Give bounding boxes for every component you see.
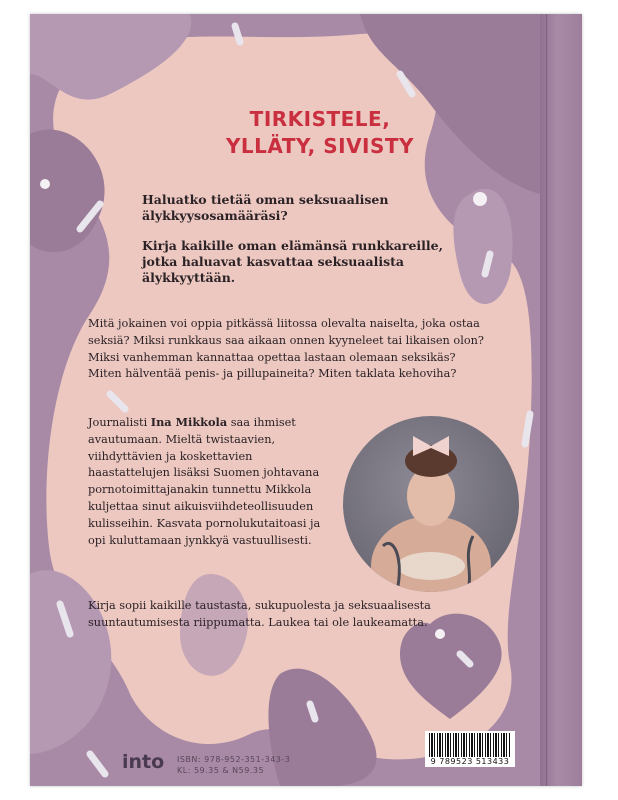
barcode-bars [429, 733, 511, 757]
blurb-paragraph-2 [88, 414, 333, 549]
lead-statement: Kirja kaikille oman elämänsä runkkareille, jotka haluavat kasvattaa seksuaalista älykkyyttään. [142, 238, 443, 285]
para2-rest: saa ihmiset avautumaan. Mieltä twistaavien, viihdyttävien ja koskettavien haastattelujen lisäksi Suomen johtavana pornotoimittajanakin tunnettu Mikkola kuljettaa sinut aikuisviihdeteollisuuden kulisseihin. Kasvata pornolukutaitoasi ja opi kuluttamaan jynkkyä vastuullisesti. [88, 416, 321, 547]
spine-groove [546, 14, 547, 786]
title-line-2: YLLÄTY, SIVISTY [225, 134, 415, 158]
para2-start: Journalisti [88, 416, 151, 429]
publisher-logo: into [122, 751, 165, 773]
barcode-number: 9 789523 513433 [430, 757, 510, 766]
lead-question: Haluatko tietää oman seksuaalisen älykkyysosamääräsi? [142, 192, 389, 223]
cover-title [180, 106, 460, 160]
isbn-text: ISBN: 978-952-351-343-3 [177, 755, 291, 764]
lead-text [142, 192, 482, 300]
blurb-paragraph-1: Mitä jokainen voi oppia pitkässä liitossa olevalta naiselta, joka ostaa seksiä? Miksi runkkaus saa aikaan onnen kyyneleet tai likaisen olon? Miksi vanhemman kannattaa opettaa lastaan olemaan seksikäs? Miten hälventää penis- ja pillupaineita? Miten taklata kehoviha? [88, 317, 484, 381]
classification-text: KL: 59.35 & N59.35 [177, 766, 265, 775]
author-name: Ina Mikkola [150, 415, 228, 429]
book-back-cover [30, 14, 582, 786]
blurb-paragraph-3: Kirja sopii kaikille taustasta, sukupuolesta ja seksuaalisesta suuntautumisesta riippumatta. Laukea tai ole laukeamatta. [88, 599, 431, 629]
book-spine [540, 14, 582, 786]
barcode [425, 731, 515, 767]
isbn-block [177, 754, 290, 776]
author-photo [343, 416, 519, 592]
title-line-1: TIRKISTELE, [249, 107, 391, 131]
